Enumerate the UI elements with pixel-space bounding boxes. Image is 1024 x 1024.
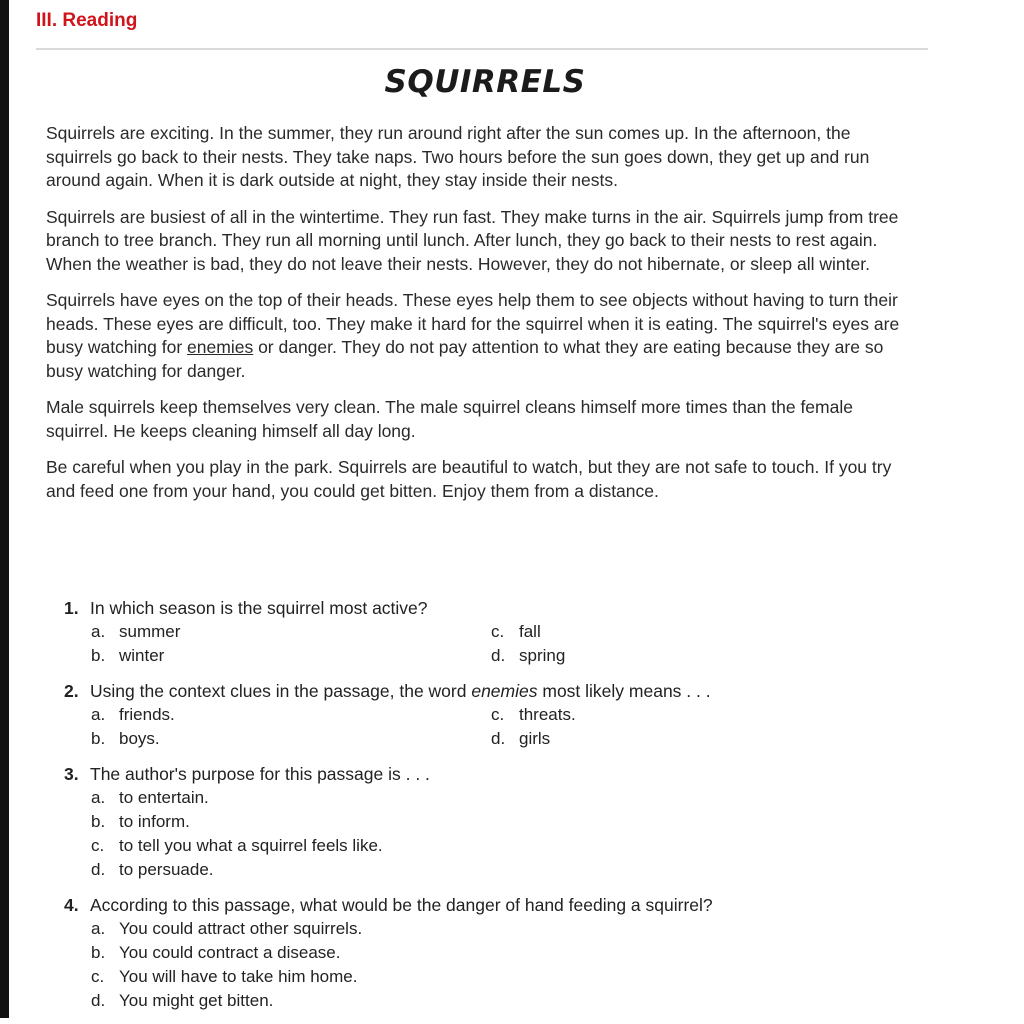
option-text: boys.: [119, 729, 160, 748]
question-text: According to this passage, what would be the danger of hand feeding a squirrel?: [90, 895, 713, 915]
answer-option[interactable]: [491, 703, 891, 727]
option-text: girls: [519, 729, 551, 748]
question-stem: [64, 893, 924, 917]
option-text: You could attract other squirrels.: [119, 919, 363, 938]
option-text: You might get bitten.: [119, 991, 274, 1010]
option-letter: a.: [91, 622, 106, 641]
question-text: most likely means . . .: [537, 681, 711, 701]
option-text: summer: [119, 622, 181, 641]
question-stem: [64, 596, 924, 620]
question-stem: [64, 762, 924, 786]
option-text: to inform.: [119, 812, 190, 831]
passage-paragraph-3: [46, 289, 918, 383]
option-letter: b.: [91, 646, 106, 665]
paragraph-text: or danger. They do not pay attention to what they are eating because they are so busy watching for danger.: [46, 337, 884, 381]
option-letter: a.: [91, 788, 106, 807]
passage-paragraph-2: Squirrels are busiest of all in the wintertime. They run fast. They make turns in the air. Squirrels jump from tree branch to tree branch. They run all morning until lunch. After lunch, they go back to their nests to rest again. When the weather is bad, they do not leave their nests. However, they do not hibernate, or sleep all winter.: [46, 206, 899, 274]
question-number: 2.: [64, 681, 79, 701]
reading-passage: [46, 122, 918, 516]
answer-option[interactable]: [91, 965, 851, 989]
answer-option[interactable]: [91, 786, 851, 810]
answer-option[interactable]: [491, 620, 891, 644]
answer-options: [64, 786, 924, 882]
left-border-bar: [0, 0, 9, 1018]
answer-options: [64, 917, 924, 1013]
answer-option[interactable]: [491, 644, 891, 668]
answer-option[interactable]: [491, 727, 891, 751]
option-letter: d.: [91, 860, 106, 879]
option-text: You will have to take him home.: [119, 967, 358, 986]
option-letter: b.: [91, 943, 106, 962]
underlined-word-enemies: enemies: [187, 337, 254, 357]
option-letter: b.: [91, 812, 106, 831]
passage-title: SQUIRRELS: [384, 64, 586, 100]
option-letter: c.: [91, 967, 105, 986]
option-text: winter: [119, 646, 165, 665]
question-number: 4.: [64, 895, 79, 915]
passage-paragraph-4: Male squirrels keep themselves very clean. The male squirrel cleans himself more times than the female squirrel. He keeps cleaning himself all day long.: [46, 397, 853, 441]
answer-option[interactable]: [91, 941, 851, 965]
question-4: [64, 893, 924, 1013]
option-text: to persuade.: [119, 860, 214, 879]
option-text: spring: [519, 646, 566, 665]
section-heading: III. Reading: [36, 10, 138, 31]
answer-option[interactable]: [91, 703, 491, 727]
answer-option[interactable]: [91, 727, 491, 751]
option-letter: d.: [491, 729, 506, 748]
option-text: fall: [519, 622, 541, 641]
question-2: [64, 679, 924, 751]
option-letter: c.: [491, 705, 505, 724]
option-letter: d.: [91, 991, 106, 1010]
option-text: friends.: [119, 705, 175, 724]
horizontal-rule: [36, 48, 928, 50]
option-text: You could contract a disease.: [119, 943, 341, 962]
question-text: In which season is the squirrel most active?: [90, 598, 428, 618]
answer-option[interactable]: [91, 834, 851, 858]
option-letter: a.: [91, 705, 106, 724]
answer-option[interactable]: [91, 810, 851, 834]
paragraph-text: Squirrels have eyes on the top of their heads. These eyes help them to see objects without having to turn their heads. These eyes are difficult, too. They make it hard for the squirrel when it is eating. The squirrel's eyes are busy watching for: [46, 290, 900, 357]
option-letter: c.: [91, 836, 105, 855]
option-letter: a.: [91, 919, 106, 938]
option-text: to tell you what a squirrel feels like.: [119, 836, 383, 855]
answer-option[interactable]: [91, 989, 851, 1013]
italic-word-enemies: enemies: [471, 681, 538, 701]
question-list: [64, 596, 924, 1024]
option-letter: b.: [91, 729, 106, 748]
answer-option[interactable]: [91, 620, 491, 644]
passage-paragraph-1: Squirrels are exciting. In the summer, they run around right after the sun comes up. In the afternoon, the squirrels go back to their nests. They take naps. Two hours before the sun goes down, they get up and run around again. When it is dark outside at night, they stay inside their nests.: [46, 123, 870, 190]
question-text: Using the context clues in the passage, the word: [90, 681, 472, 701]
question-text: The author's purpose for this passage is . . .: [90, 764, 430, 784]
question-number: 3.: [64, 764, 79, 784]
answer-option[interactable]: [91, 917, 851, 941]
answer-options: [64, 703, 924, 751]
question-number: 1.: [64, 598, 79, 618]
option-text: to entertain.: [119, 788, 209, 807]
option-letter: d.: [491, 646, 506, 665]
question-3: [64, 762, 924, 882]
answer-option[interactable]: [91, 858, 851, 882]
option-letter: c.: [491, 622, 505, 641]
question-1: [64, 596, 924, 668]
option-text: threats.: [519, 705, 576, 724]
answer-options: [64, 620, 924, 668]
answer-option[interactable]: [91, 644, 491, 668]
passage-paragraph-5: Be careful when you play in the park. Squirrels are beautiful to watch, but they are not safe to touch. If you try and feed one from your hand, you could get bitten. Enjoy them from a distance.: [46, 457, 892, 501]
question-stem: [64, 679, 924, 703]
